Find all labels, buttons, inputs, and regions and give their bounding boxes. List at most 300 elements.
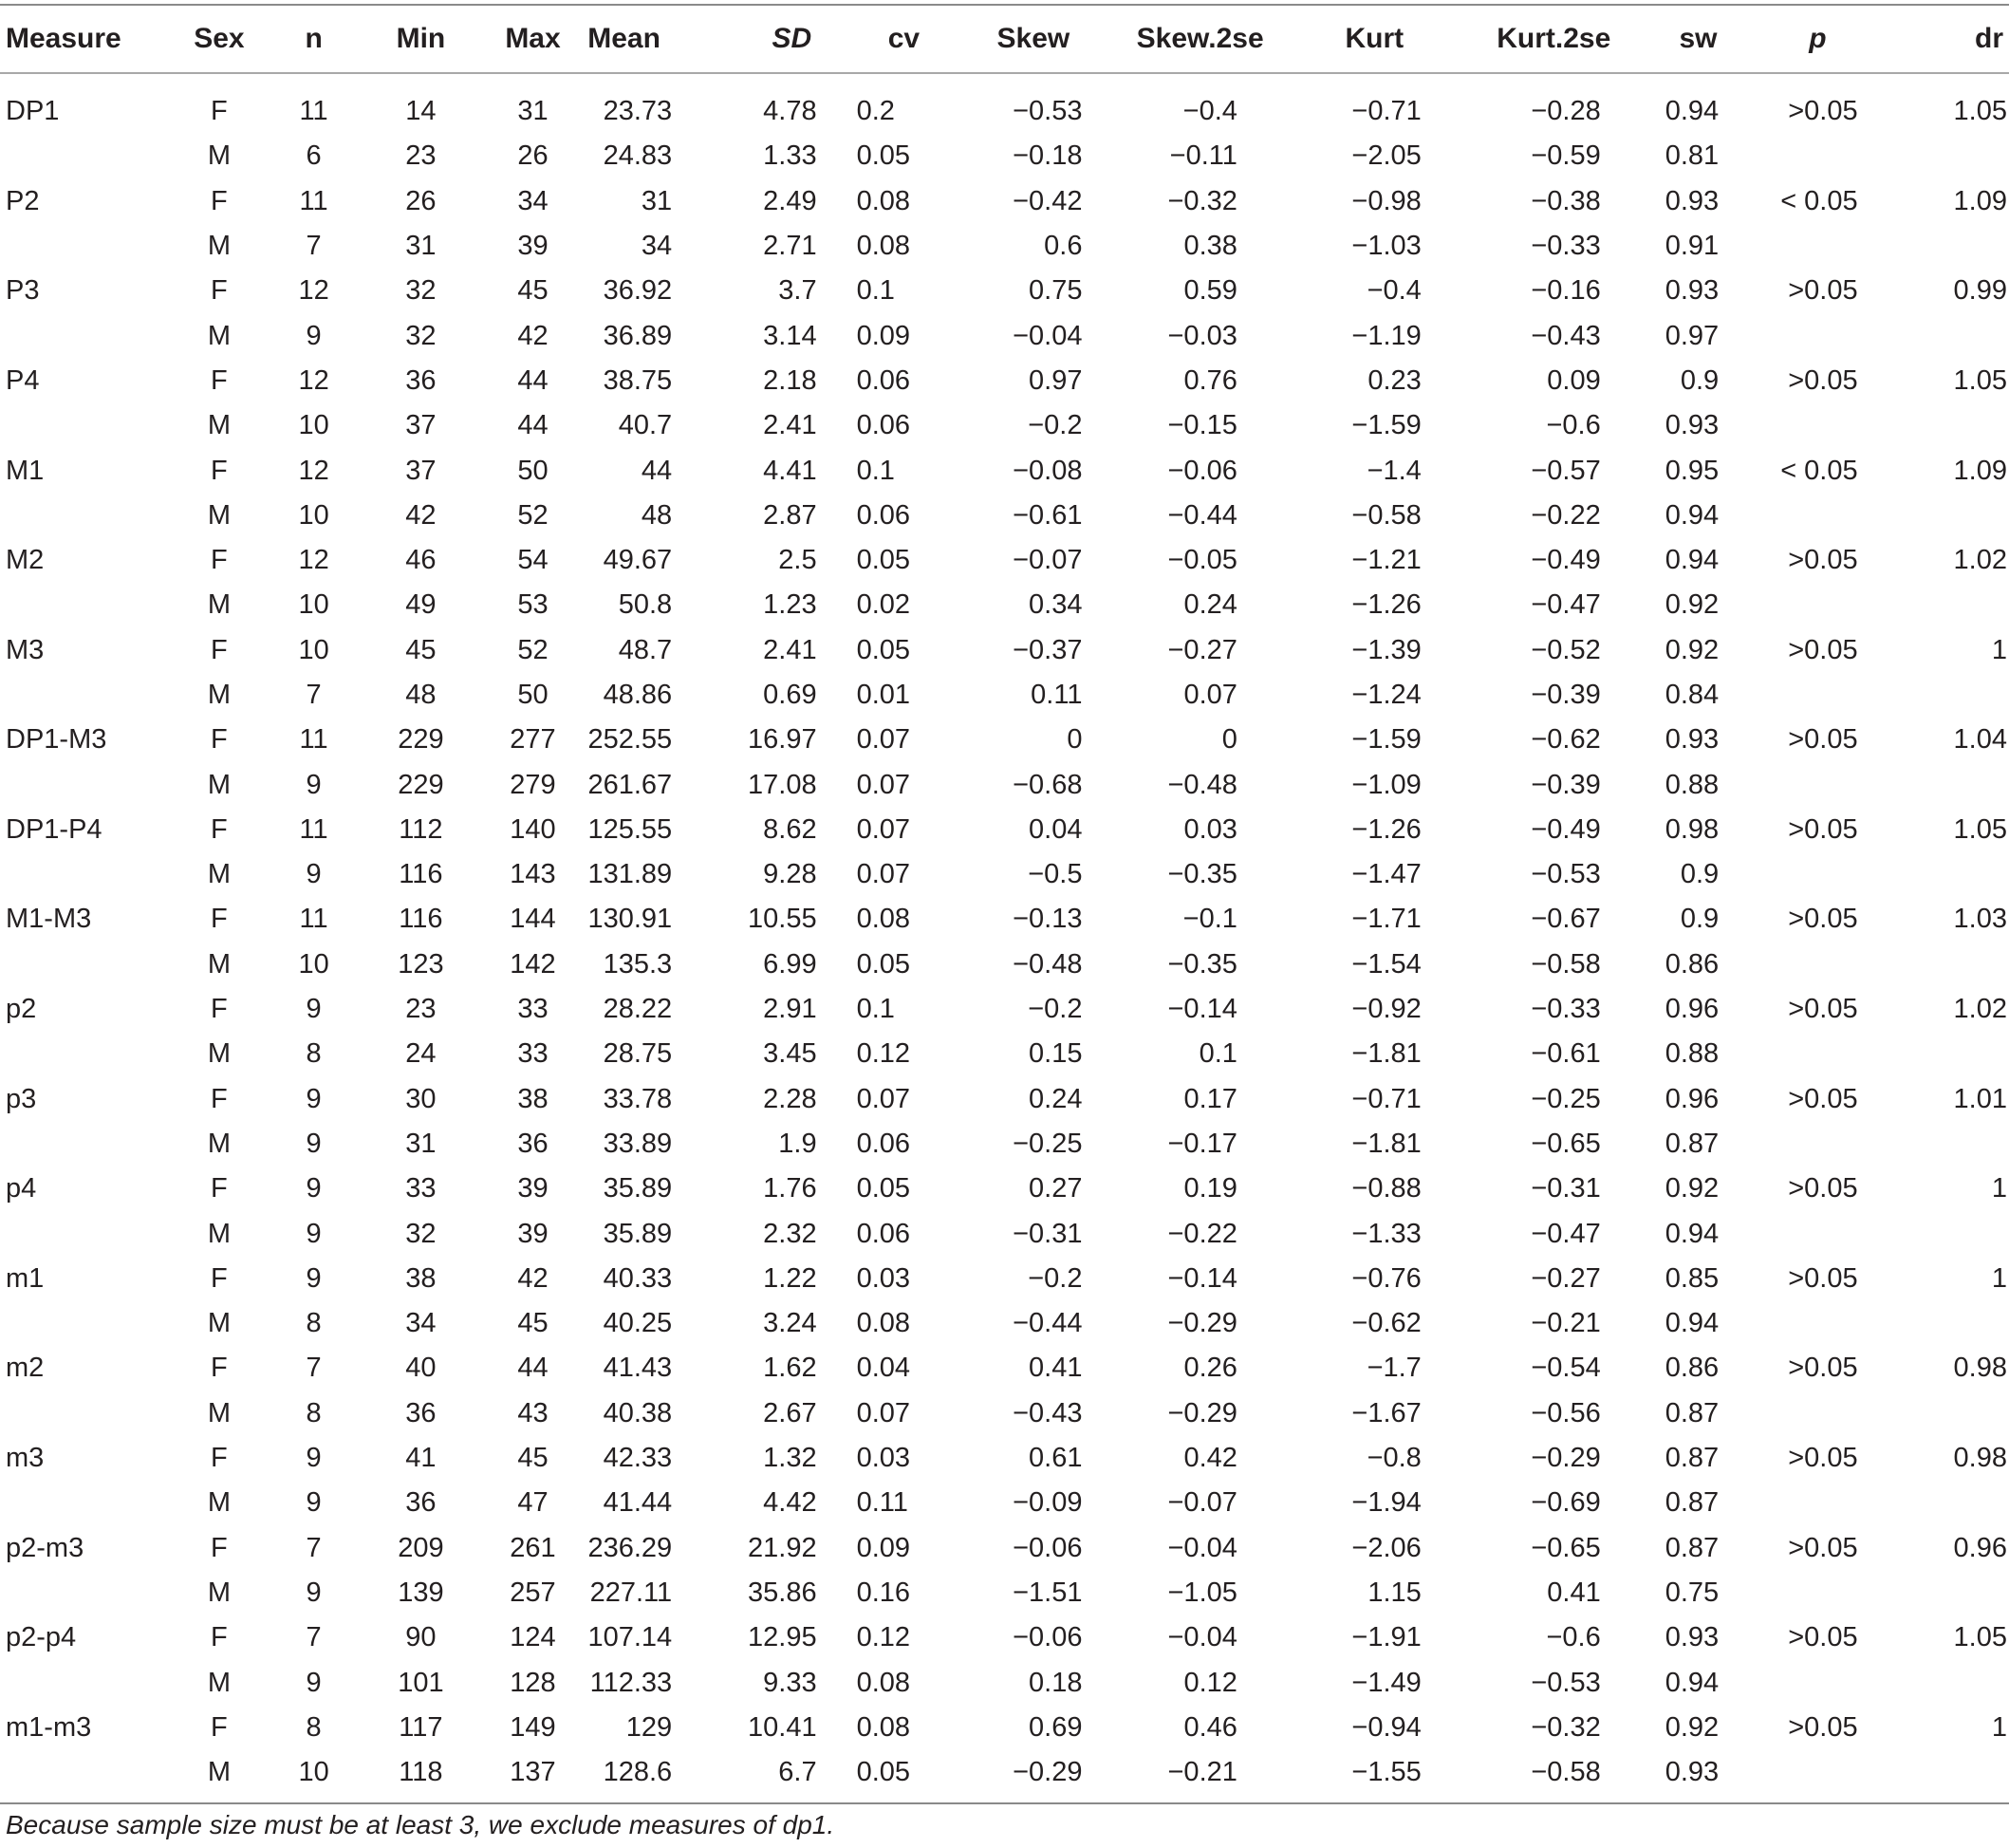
cell-skew: −0.09: [1013, 1487, 1083, 1519]
cell-sd: 3.7: [778, 275, 817, 307]
cell-kurt: 1.15: [1367, 1577, 1422, 1608]
cell-sex: M: [207, 769, 231, 800]
cell-kurt: −0.62: [1351, 1308, 1422, 1339]
cell-p: [1753, 943, 1882, 987]
cell-mean: 112.33: [589, 1667, 673, 1698]
cell-p: [1753, 1301, 1882, 1346]
cell-sex: M: [207, 1038, 231, 1070]
cell-kurt2se: −0.65: [1531, 1532, 1601, 1563]
cell-kurt2se: 0.41: [1547, 1577, 1601, 1608]
cell-sex: F: [211, 364, 228, 396]
cell-skew2se: −1.05: [1167, 1577, 1237, 1608]
cell-n: 11: [299, 724, 328, 756]
col-header-n: n: [305, 23, 323, 54]
cell-max: 50: [517, 455, 549, 486]
cell-skew: −0.61: [1013, 499, 1083, 531]
col-header-min: Min: [396, 23, 446, 54]
cell-skew: 0.18: [1029, 1667, 1083, 1698]
cell-kurt2se: −0.25: [1531, 1083, 1601, 1114]
cell-dr: 1.03: [1953, 904, 2007, 935]
cell-max: 144: [510, 904, 556, 935]
cell-cv: 0.12: [856, 1622, 911, 1653]
cell-kurt: −1.59: [1351, 410, 1422, 441]
cell-min: 48: [405, 680, 437, 710]
cell-skew2se: 0.24: [1183, 589, 1237, 621]
cell-p: >0.05: [1788, 1083, 1858, 1114]
cell-n: 9: [306, 994, 322, 1025]
cell-skew2se: −0.1: [1182, 904, 1237, 935]
cell-dr: [1883, 1391, 2009, 1436]
cell-sd: 12.95: [748, 1622, 817, 1653]
cell-kurt2se: −0.6: [1546, 410, 1601, 441]
cell-n: 9: [306, 1083, 322, 1114]
cell-kurt2se: −0.53: [1531, 1667, 1601, 1698]
cell-sd: 17.08: [748, 769, 817, 800]
table-row: [0, 1346, 2009, 1391]
cell-mean: 129: [625, 1711, 673, 1743]
cell-cv: 0.07: [856, 724, 911, 756]
cell-measure: p3: [6, 1083, 37, 1114]
statistics-table: [0, 6, 2009, 1795]
cell-measure: [0, 313, 175, 358]
cell-kurt2se: −0.49: [1531, 813, 1601, 845]
cell-dr: 1.02: [1953, 994, 2007, 1025]
cell-cv: 0.05: [856, 948, 911, 980]
cell-kurt: −1.81: [1351, 1128, 1422, 1159]
cell-sw: 0.98: [1665, 813, 1720, 845]
cell-max: 142: [510, 948, 556, 980]
cell-mean: 49.67: [603, 545, 673, 576]
cell-min: 139: [398, 1577, 444, 1608]
table-footnote: Because sample size must be at least 3, we exclude measures of dp1.: [6, 1810, 835, 1839]
cell-sd: 2.71: [763, 231, 817, 262]
cell-sw: 0.97: [1665, 320, 1720, 351]
cell-mean: 40.25: [603, 1308, 673, 1339]
cell-skew2se: 0.26: [1183, 1353, 1237, 1384]
cell-dr: [1883, 943, 2009, 987]
cell-skew: 0.04: [1029, 813, 1083, 845]
cell-measure: [0, 494, 175, 538]
cell-skew: −0.31: [1013, 1218, 1083, 1249]
cell-sex: M: [207, 1667, 231, 1698]
cell-skew2se: 0.42: [1183, 1443, 1237, 1474]
cell-skew2se: −0.17: [1167, 1128, 1237, 1159]
cell-min: 209: [398, 1532, 444, 1563]
cell-sw: 0.94: [1665, 1667, 1720, 1698]
cell-sd: 1.22: [763, 1262, 817, 1294]
cell-skew2se: 0: [1221, 724, 1237, 756]
cell-skew2se: −0.04: [1167, 1532, 1237, 1563]
cell-max: 38: [517, 1083, 549, 1114]
cell-p: [1753, 852, 1882, 897]
cell-sw: 0.81: [1665, 140, 1720, 172]
cell-p: [1753, 313, 1882, 358]
header-row: [0, 6, 2009, 72]
cell-skew: −0.07: [1013, 545, 1083, 576]
cell-mean: 130.91: [587, 904, 673, 935]
cell-skew2se: −0.04: [1167, 1622, 1237, 1653]
cell-min: 90: [405, 1622, 437, 1653]
cell-sw: 0.92: [1665, 634, 1720, 665]
cell-max: 44: [517, 1353, 549, 1384]
cell-cv: 0.05: [856, 140, 911, 172]
cell-n: 7: [306, 680, 322, 710]
cell-mean: 33.78: [603, 1083, 673, 1114]
cell-dr: 1.05: [1953, 1622, 2007, 1653]
cell-max: 45: [517, 275, 549, 307]
cell-p: >0.05: [1788, 545, 1858, 576]
cell-measure: [0, 1571, 175, 1615]
cell-sw: 0.93: [1665, 1757, 1720, 1788]
cell-sd: 2.49: [763, 185, 817, 216]
cell-p: [1753, 224, 1882, 269]
cell-measure: DP1: [6, 96, 60, 127]
table-row: [0, 1615, 2009, 1660]
cell-max: 277: [510, 724, 556, 756]
cell-dr: [1883, 1032, 2009, 1076]
cell-sw: 0.93: [1665, 275, 1720, 307]
cell-p: >0.05: [1788, 1622, 1858, 1653]
cell-skew2se: −0.22: [1167, 1218, 1237, 1249]
cell-n: 6: [306, 140, 322, 172]
cell-min: 36: [405, 364, 437, 396]
cell-min: 229: [398, 724, 444, 756]
cell-p: < 0.05: [1780, 455, 1858, 486]
cell-kurt: 0.23: [1367, 364, 1422, 396]
cell-cv: 0.11: [856, 1487, 908, 1519]
cell-measure: [0, 1032, 175, 1076]
cell-n: 9: [306, 1218, 322, 1249]
cell-min: 36: [405, 1487, 437, 1519]
cell-p: [1753, 1122, 1882, 1167]
cell-kurt: −1.33: [1351, 1218, 1422, 1249]
table-row: [0, 313, 2009, 358]
table-row: [0, 943, 2009, 987]
cell-kurt2se: −0.43: [1531, 320, 1601, 351]
cell-min: 41: [405, 1443, 437, 1474]
cell-skew: −0.04: [1013, 320, 1083, 351]
table-row: [0, 1526, 2009, 1571]
cell-measure: m2: [6, 1353, 45, 1384]
cell-sw: 0.85: [1665, 1262, 1720, 1294]
cell-cv: 0.05: [856, 1173, 911, 1204]
cell-sw: 0.86: [1665, 948, 1720, 980]
cell-sex: F: [211, 634, 228, 665]
cell-cv: 0.07: [856, 1083, 911, 1114]
cell-sd: 6.99: [763, 948, 817, 980]
col-header-measure: Measure: [6, 23, 121, 54]
cell-min: 23: [405, 994, 437, 1025]
cell-n: 12: [298, 455, 329, 486]
table-row: [0, 673, 2009, 718]
cell-skew2se: 0.03: [1183, 813, 1237, 845]
cell-measure: P4: [6, 364, 40, 396]
cell-dr: [1883, 583, 2009, 627]
cell-skew2se: −0.29: [1167, 1397, 1237, 1428]
cell-skew: 0.34: [1029, 589, 1083, 621]
cell-skew2se: 0.19: [1183, 1173, 1237, 1204]
cell-measure: p2: [6, 994, 37, 1025]
cell-max: 39: [517, 231, 549, 262]
cell-max: 34: [517, 185, 549, 216]
cell-cv: 0.06: [856, 1128, 911, 1159]
cell-n: 12: [298, 545, 329, 576]
cell-mean: 44: [641, 455, 673, 486]
cell-kurt: −0.58: [1351, 499, 1422, 531]
cell-max: 137: [510, 1757, 556, 1788]
cell-sw: 0.87: [1665, 1397, 1720, 1428]
cell-dr: 1.09: [1953, 455, 2007, 486]
cell-measure: p2-p4: [6, 1622, 77, 1653]
cell-sd: 2.28: [763, 1083, 817, 1114]
cell-sex: M: [207, 1487, 231, 1519]
cell-n: 8: [306, 1308, 322, 1339]
cell-sex: F: [211, 96, 228, 127]
cell-cv: 0.08: [856, 1667, 911, 1698]
cell-dr: [1883, 762, 2009, 807]
table-row: [0, 359, 2009, 403]
cell-p: >0.05: [1788, 1262, 1858, 1294]
cell-n: 9: [306, 1667, 322, 1698]
cell-mean: 48: [641, 499, 673, 531]
cell-n: 9: [306, 1443, 322, 1474]
cell-skew: −0.48: [1013, 948, 1083, 980]
cell-mean: 128.6: [603, 1757, 673, 1788]
cell-p: >0.05: [1788, 904, 1858, 935]
cell-sex: M: [207, 231, 231, 262]
cell-skew2se: −0.44: [1167, 499, 1237, 531]
cell-p: [1753, 494, 1882, 538]
cell-sex: F: [211, 1532, 228, 1563]
cell-cv: 0.08: [856, 231, 911, 262]
cell-min: 118: [399, 1757, 443, 1788]
cell-sw: 0.93: [1665, 1622, 1720, 1653]
cell-sw: 0.75: [1665, 1577, 1720, 1608]
col-header-sex: Sex: [194, 23, 245, 54]
cell-skew2se: −0.48: [1167, 769, 1237, 800]
cell-sex: F: [211, 1443, 228, 1474]
cell-kurt2se: −0.62: [1531, 724, 1601, 756]
col-header-p: p: [1809, 23, 1827, 54]
cell-measure: [0, 1750, 175, 1795]
cell-dr: [1883, 1750, 2009, 1795]
cell-kurt: −0.4: [1367, 275, 1422, 307]
cell-sd: 1.33: [763, 140, 817, 172]
table-row: [0, 1750, 2009, 1795]
cell-p: >0.05: [1788, 1711, 1858, 1743]
cell-min: 117: [399, 1711, 443, 1743]
table-row: [0, 72, 2009, 134]
cell-sd: 10.55: [748, 904, 817, 935]
cell-max: 257: [510, 1577, 556, 1608]
cell-mean: 131.89: [587, 859, 673, 890]
cell-p: [1753, 1571, 1882, 1615]
cell-skew2se: −0.35: [1167, 859, 1237, 890]
cell-skew2se: −0.06: [1167, 455, 1237, 486]
cell-n: 9: [306, 1262, 322, 1294]
table-row: [0, 1032, 2009, 1076]
cell-p: [1753, 1750, 1882, 1795]
cell-kurt: −1.4: [1367, 455, 1422, 486]
cell-min: 14: [405, 96, 437, 127]
table-row: [0, 987, 2009, 1032]
cell-dr: [1883, 403, 2009, 448]
table-row: [0, 269, 2009, 313]
cell-kurt2se: 0.09: [1547, 364, 1601, 396]
cell-kurt2se: −0.33: [1531, 994, 1601, 1025]
cell-sex: M: [207, 1397, 231, 1428]
cell-sd: 1.62: [763, 1353, 817, 1384]
cell-skew: −0.18: [1013, 140, 1083, 172]
cell-max: 42: [517, 1262, 549, 1294]
cell-min: 46: [405, 545, 437, 576]
cell-min: 45: [405, 634, 437, 665]
cell-kurt: −2.05: [1351, 140, 1422, 172]
table-row: [0, 179, 2009, 224]
cell-skew: −0.42: [1013, 185, 1083, 216]
cell-mean: 125.55: [587, 813, 673, 845]
cell-sd: 2.5: [778, 545, 817, 576]
table-row: [0, 1257, 2009, 1301]
table-row: [0, 1167, 2009, 1211]
cell-sex: F: [211, 185, 228, 216]
cell-cv: 0.04: [856, 1353, 911, 1384]
cell-cv: 0.06: [856, 1218, 911, 1249]
table-row: [0, 448, 2009, 493]
cell-n: 11: [299, 813, 328, 845]
cell-kurt2se: −0.21: [1531, 1308, 1601, 1339]
cell-skew: 0.24: [1029, 1083, 1083, 1114]
cell-n: 9: [306, 1577, 322, 1608]
cell-sex: F: [211, 813, 228, 845]
col-header-kurt2se: Kurt.2se: [1497, 23, 1611, 54]
cell-dr: [1883, 134, 2009, 178]
cell-n: 8: [306, 1397, 322, 1428]
cell-measure: p4: [6, 1173, 37, 1204]
cell-kurt2se: −0.6: [1546, 1622, 1601, 1653]
cell-measure: [0, 1211, 175, 1256]
cell-kurt: −1.24: [1351, 680, 1422, 710]
table-bottom-rule: [0, 1802, 2009, 1804]
cell-kurt2se: −0.47: [1531, 1218, 1601, 1249]
cell-max: 33: [517, 1038, 549, 1070]
cell-skew2se: 0.1: [1199, 1038, 1237, 1070]
col-header-skew: Skew: [996, 23, 1070, 54]
cell-sd: 0.69: [763, 680, 817, 710]
cell-skew: −0.25: [1013, 1128, 1083, 1159]
cell-dr: 0.96: [1953, 1532, 2007, 1563]
cell-kurt2se: −0.31: [1531, 1173, 1601, 1204]
cell-kurt: −1.55: [1351, 1757, 1422, 1788]
cell-n: 7: [306, 1622, 322, 1653]
cell-kurt2se: −0.65: [1531, 1128, 1601, 1159]
cell-p: >0.05: [1788, 634, 1858, 665]
cell-sd: 8.62: [763, 813, 817, 845]
cell-cv: 0.08: [856, 904, 911, 935]
cell-mean: 23.73: [603, 96, 673, 127]
cell-measure: DP1-M3: [6, 724, 107, 756]
cell-dr: 1.09: [1953, 185, 2007, 216]
cell-sd: 1.32: [763, 1443, 817, 1474]
cell-dr: 0.98: [1953, 1353, 2007, 1384]
cell-sex: M: [207, 1757, 231, 1788]
cell-skew: 0.97: [1029, 364, 1083, 396]
cell-max: 47: [517, 1487, 549, 1519]
cell-skew: −0.37: [1013, 634, 1083, 665]
cell-sd: 2.67: [763, 1397, 817, 1428]
cell-measure: [0, 673, 175, 718]
cell-kurt2se: −0.38: [1531, 185, 1601, 216]
cell-max: 52: [517, 499, 549, 531]
cell-sw: 0.93: [1665, 185, 1720, 216]
cell-kurt2se: −0.28: [1531, 96, 1601, 127]
cell-kurt2se: −0.39: [1531, 769, 1601, 800]
cell-skew: −0.2: [1028, 1262, 1083, 1294]
cell-kurt2se: −0.49: [1531, 545, 1601, 576]
cell-p: [1753, 1391, 1882, 1436]
cell-sex: M: [207, 1308, 231, 1339]
cell-cv: 0.07: [856, 769, 911, 800]
cell-dr: [1883, 1122, 2009, 1167]
cell-mean: 38.75: [603, 364, 673, 396]
cell-max: 36: [517, 1128, 549, 1159]
cell-kurt2se: −0.52: [1531, 634, 1601, 665]
cell-kurt: −0.92: [1351, 994, 1422, 1025]
cell-sex: M: [207, 320, 231, 351]
cell-mean: 48.86: [603, 680, 673, 710]
cell-cv: 0.03: [856, 1443, 911, 1474]
cell-sw: 0.9: [1680, 904, 1720, 935]
cell-skew: −0.53: [1013, 96, 1083, 127]
cell-p: >0.05: [1788, 275, 1858, 307]
cell-mean: 28.22: [603, 994, 673, 1025]
cell-sw: 0.87: [1665, 1487, 1720, 1519]
cell-dr: [1883, 494, 2009, 538]
cell-skew2se: −0.4: [1182, 96, 1237, 127]
cell-kurt: −1.7: [1367, 1353, 1422, 1384]
cell-sex: M: [207, 1128, 231, 1159]
cell-max: 54: [517, 545, 549, 576]
cell-skew: 0.61: [1029, 1443, 1083, 1474]
cell-measure: [0, 224, 175, 269]
table-row: [0, 1571, 2009, 1615]
cell-dr: 1: [1991, 1173, 2007, 1204]
cell-kurt: −0.8: [1367, 1443, 1422, 1474]
cell-kurt: −0.71: [1351, 1083, 1422, 1114]
cell-mean: 252.55: [587, 724, 673, 756]
cell-max: 279: [510, 769, 556, 800]
cell-cv: 0.2: [856, 96, 895, 127]
cell-sd: 1.23: [763, 589, 817, 621]
cell-dr: [1883, 1211, 2009, 1256]
cell-mean: 35.89: [603, 1173, 673, 1204]
cell-kurt: −1.21: [1351, 545, 1422, 576]
cell-mean: 107.14: [587, 1622, 673, 1653]
cell-kurt: −1.09: [1351, 769, 1422, 800]
cell-sex: F: [211, 1262, 228, 1294]
cell-kurt: −0.94: [1351, 1711, 1422, 1743]
cell-p: [1753, 673, 1882, 718]
cell-n: 10: [298, 410, 329, 441]
cell-min: 229: [398, 769, 444, 800]
cell-sw: 0.86: [1665, 1353, 1720, 1384]
cell-sw: 0.88: [1665, 769, 1720, 800]
cell-kurt: −0.88: [1351, 1173, 1422, 1204]
cell-skew: −0.5: [1028, 859, 1083, 890]
cell-sd: 4.42: [763, 1487, 817, 1519]
cell-max: 42: [517, 320, 549, 351]
cell-mean: 36.89: [603, 320, 673, 351]
